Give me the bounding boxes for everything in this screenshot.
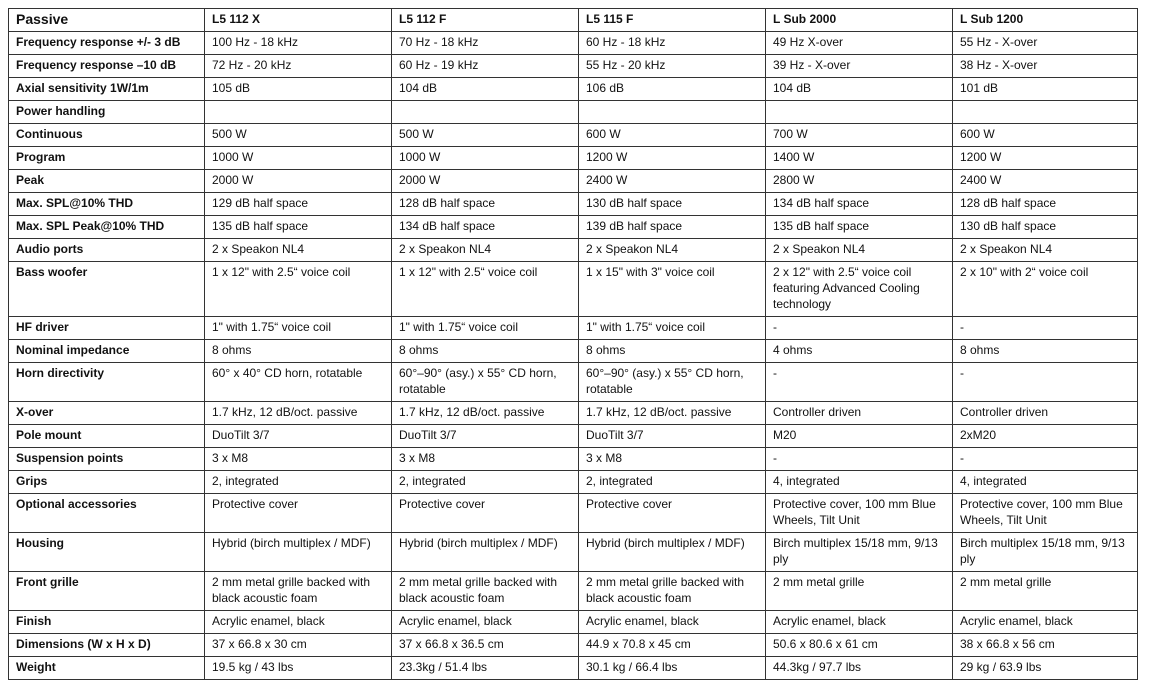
row-label: Pole mount — [9, 425, 205, 448]
table-row — [9, 533, 1138, 572]
table-cell — [205, 101, 392, 124]
row-label: Dimensions (W x H x D) — [9, 634, 205, 657]
table-cell: 1.7 kHz, 12 dB/oct. passive — [205, 402, 392, 425]
table-cell — [766, 101, 953, 124]
table-cell: Hybrid (birch multiplex / MDF) — [392, 533, 579, 572]
table-row — [9, 193, 1138, 216]
table-cell: 8 ohms — [579, 340, 766, 363]
table-cell: 600 W — [579, 124, 766, 147]
table-cell: 500 W — [392, 124, 579, 147]
table-cell: Birch multiplex 15/18 mm, 9/13 ply — [766, 533, 953, 572]
header-row — [9, 9, 1138, 32]
table-cell: 3 x M8 — [392, 448, 579, 471]
table-cell: 8 ohms — [392, 340, 579, 363]
table-cell: 2 mm metal grille backed with black acoustic foam — [392, 572, 579, 611]
row-label: Audio ports — [9, 239, 205, 262]
row-label: Optional accessories — [9, 494, 205, 533]
table-cell — [579, 101, 766, 124]
table-row — [9, 216, 1138, 239]
table-cell: 4 ohms — [766, 340, 953, 363]
table-cell: 2 x Speakon NL4 — [579, 239, 766, 262]
table-cell: 2 mm metal grille — [766, 572, 953, 611]
table-cell: 2 mm metal grille backed with black acoustic foam — [205, 572, 392, 611]
table-cell: - — [953, 448, 1138, 471]
table-cell: 60°–90° (asy.) x 55° CD horn, rotatable — [579, 363, 766, 402]
table-cell: Protective cover, 100 mm Blue Wheels, Tilt Unit — [766, 494, 953, 533]
table-cell: 1000 W — [205, 147, 392, 170]
table-cell: 128 dB half space — [953, 193, 1138, 216]
table-cell: 600 W — [953, 124, 1138, 147]
table-cell: - — [766, 448, 953, 471]
table-cell: Protective cover, 100 mm Blue Wheels, Tilt Unit — [953, 494, 1138, 533]
row-label: Horn directivity — [9, 363, 205, 402]
row-label: Weight — [9, 657, 205, 680]
table-cell: 2, integrated — [392, 471, 579, 494]
table-cell: 8 ohms — [953, 340, 1138, 363]
table-cell: 134 dB half space — [766, 193, 953, 216]
table-cell: 1 x 15" with 3" voice coil — [579, 262, 766, 317]
table-cell: 129 dB half space — [205, 193, 392, 216]
table-cell: 1200 W — [579, 147, 766, 170]
model-header: L5 112 F — [392, 9, 579, 32]
table-cell: 37 x 66.8 x 30 cm — [205, 634, 392, 657]
table-cell: Protective cover — [205, 494, 392, 533]
table-cell: - — [766, 317, 953, 340]
table-row — [9, 147, 1138, 170]
table-row — [9, 363, 1138, 402]
table-cell: 1 x 12" with 2.5“ voice coil — [205, 262, 392, 317]
table-cell: 2xM20 — [953, 425, 1138, 448]
table-cell: 60°–90° (asy.) x 55° CD horn, rotatable — [392, 363, 579, 402]
table-cell: Protective cover — [579, 494, 766, 533]
table-cell: 1" with 1.75“ voice coil — [579, 317, 766, 340]
table-cell: 500 W — [205, 124, 392, 147]
table-cell: 135 dB half space — [205, 216, 392, 239]
table-cell: 2000 W — [392, 170, 579, 193]
table-cell: 1 x 12" with 2.5“ voice coil — [392, 262, 579, 317]
table-cell: - — [953, 317, 1138, 340]
table-row — [9, 448, 1138, 471]
table-cell: 60° x 40° CD horn, rotatable — [205, 363, 392, 402]
table-cell: 104 dB — [392, 78, 579, 101]
model-header: L5 112 X — [205, 9, 392, 32]
model-header: L5 115 F — [579, 9, 766, 32]
table-row — [9, 32, 1138, 55]
table-cell: 55 Hz - X-over — [953, 32, 1138, 55]
table-cell: 101 dB — [953, 78, 1138, 101]
row-label: Frequency response +/- 3 dB — [9, 32, 205, 55]
table-cell: 30.1 kg / 66.4 lbs — [579, 657, 766, 680]
table-cell: 2000 W — [205, 170, 392, 193]
table-cell: 23.3kg / 51.4 lbs — [392, 657, 579, 680]
table-cell: 2800 W — [766, 170, 953, 193]
table-cell: 1000 W — [392, 147, 579, 170]
row-label: Power handling — [9, 101, 205, 124]
table-cell: 2 x Speakon NL4 — [392, 239, 579, 262]
row-label: Axial sensitivity 1W/1m — [9, 78, 205, 101]
table-cell: 130 dB half space — [953, 216, 1138, 239]
table-cell: 104 dB — [766, 78, 953, 101]
table-cell: 2 x Speakon NL4 — [205, 239, 392, 262]
table-cell: 44.3kg / 97.7 lbs — [766, 657, 953, 680]
table-cell: 1400 W — [766, 147, 953, 170]
table-cell: Hybrid (birch multiplex / MDF) — [579, 533, 766, 572]
table-cell: 134 dB half space — [392, 216, 579, 239]
table-cell: 4, integrated — [766, 471, 953, 494]
table-row — [9, 402, 1138, 425]
table-row — [9, 78, 1138, 101]
table-cell: 2 mm metal grille backed with black acoustic foam — [579, 572, 766, 611]
table-row — [9, 425, 1138, 448]
table-row — [9, 239, 1138, 262]
table-cell: 1200 W — [953, 147, 1138, 170]
row-label: X-over — [9, 402, 205, 425]
table-cell: 130 dB half space — [579, 193, 766, 216]
table-cell: 3 x M8 — [579, 448, 766, 471]
table-cell: 139 dB half space — [579, 216, 766, 239]
model-header: L Sub 1200 — [953, 9, 1138, 32]
row-label: Suspension points — [9, 448, 205, 471]
table-row — [9, 170, 1138, 193]
table-cell: 2 x Speakon NL4 — [953, 239, 1138, 262]
table-row — [9, 262, 1138, 317]
table-row — [9, 471, 1138, 494]
table-cell: Controller driven — [766, 402, 953, 425]
table-cell: Acrylic enamel, black — [205, 611, 392, 634]
row-label: Finish — [9, 611, 205, 634]
row-label: Peak — [9, 170, 205, 193]
table-cell: 2 x 12" with 2.5“ voice coil featuring Advanced Cooling technology — [766, 262, 953, 317]
table-cell: 2 x Speakon NL4 — [766, 239, 953, 262]
table-cell: 38 x 66.8 x 56 cm — [953, 634, 1138, 657]
table-cell: DuoTilt 3/7 — [392, 425, 579, 448]
row-label: Continuous — [9, 124, 205, 147]
table-cell: 3 x M8 — [205, 448, 392, 471]
table-cell: DuoTilt 3/7 — [205, 425, 392, 448]
header-corner: Passive — [9, 9, 205, 32]
table-cell: Hybrid (birch multiplex / MDF) — [205, 533, 392, 572]
table-cell: 50.6 x 80.6 x 61 cm — [766, 634, 953, 657]
spec-table — [8, 8, 1138, 680]
table-cell: - — [766, 363, 953, 402]
table-cell: Acrylic enamel, black — [953, 611, 1138, 634]
table-cell: 2400 W — [953, 170, 1138, 193]
table-cell: 1.7 kHz, 12 dB/oct. passive — [579, 402, 766, 425]
table-cell: 100 Hz - 18 kHz — [205, 32, 392, 55]
row-label: Bass woofer — [9, 262, 205, 317]
table-cell: 2400 W — [579, 170, 766, 193]
table-row — [9, 124, 1138, 147]
table-cell: 29 kg / 63.9 lbs — [953, 657, 1138, 680]
table-row — [9, 101, 1138, 124]
table-cell: DuoTilt 3/7 — [579, 425, 766, 448]
table-cell: Birch multiplex 15/18 mm, 9/13 ply — [953, 533, 1138, 572]
table-cell: 37 x 66.8 x 36.5 cm — [392, 634, 579, 657]
table-cell: 105 dB — [205, 78, 392, 101]
table-cell: 60 Hz - 19 kHz — [392, 55, 579, 78]
table-row — [9, 55, 1138, 78]
table-cell: 44.9 x 70.8 x 45 cm — [579, 634, 766, 657]
table-cell: - — [953, 363, 1138, 402]
table-cell: 2, integrated — [205, 471, 392, 494]
table-cell — [953, 101, 1138, 124]
row-label: Max. SPL Peak@10% THD — [9, 216, 205, 239]
table-cell: 700 W — [766, 124, 953, 147]
table-cell: 1.7 kHz, 12 dB/oct. passive — [392, 402, 579, 425]
table-cell: Acrylic enamel, black — [579, 611, 766, 634]
table-cell: Controller driven — [953, 402, 1138, 425]
table-cell: 2 x 10" with 2“ voice coil — [953, 262, 1138, 317]
table-cell: 19.5 kg / 43 lbs — [205, 657, 392, 680]
table-cell: 4, integrated — [953, 471, 1138, 494]
row-label: Max. SPL@10% THD — [9, 193, 205, 216]
table-cell: 49 Hz X-over — [766, 32, 953, 55]
table-row — [9, 634, 1138, 657]
row-label: Front grille — [9, 572, 205, 611]
row-label: Program — [9, 147, 205, 170]
table-cell: 70 Hz - 18 kHz — [392, 32, 579, 55]
table-cell: 1" with 1.75“ voice coil — [205, 317, 392, 340]
row-label: Grips — [9, 471, 205, 494]
table-cell: 8 ohms — [205, 340, 392, 363]
table-cell: 128 dB half space — [392, 193, 579, 216]
table-cell: 2, integrated — [579, 471, 766, 494]
model-header: L Sub 2000 — [766, 9, 953, 32]
table-cell: Acrylic enamel, black — [766, 611, 953, 634]
table-row — [9, 611, 1138, 634]
row-label: HF driver — [9, 317, 205, 340]
table-row — [9, 494, 1138, 533]
spec-table-body — [9, 32, 1138, 680]
table-cell: 39 Hz - X-over — [766, 55, 953, 78]
table-cell: M20 — [766, 425, 953, 448]
table-row — [9, 657, 1138, 680]
table-cell: 135 dB half space — [766, 216, 953, 239]
table-cell: 72 Hz - 20 kHz — [205, 55, 392, 78]
row-label: Housing — [9, 533, 205, 572]
table-cell: 1" with 1.75“ voice coil — [392, 317, 579, 340]
table-cell: 60 Hz - 18 kHz — [579, 32, 766, 55]
table-cell: 55 Hz - 20 kHz — [579, 55, 766, 78]
table-cell: 106 dB — [579, 78, 766, 101]
table-cell: Protective cover — [392, 494, 579, 533]
table-cell: 38 Hz - X-over — [953, 55, 1138, 78]
table-row — [9, 572, 1138, 611]
row-label: Frequency response –10 dB — [9, 55, 205, 78]
table-cell: Acrylic enamel, black — [392, 611, 579, 634]
table-row — [9, 317, 1138, 340]
table-row — [9, 340, 1138, 363]
row-label: Nominal impedance — [9, 340, 205, 363]
table-cell: 2 mm metal grille — [953, 572, 1138, 611]
table-cell — [392, 101, 579, 124]
